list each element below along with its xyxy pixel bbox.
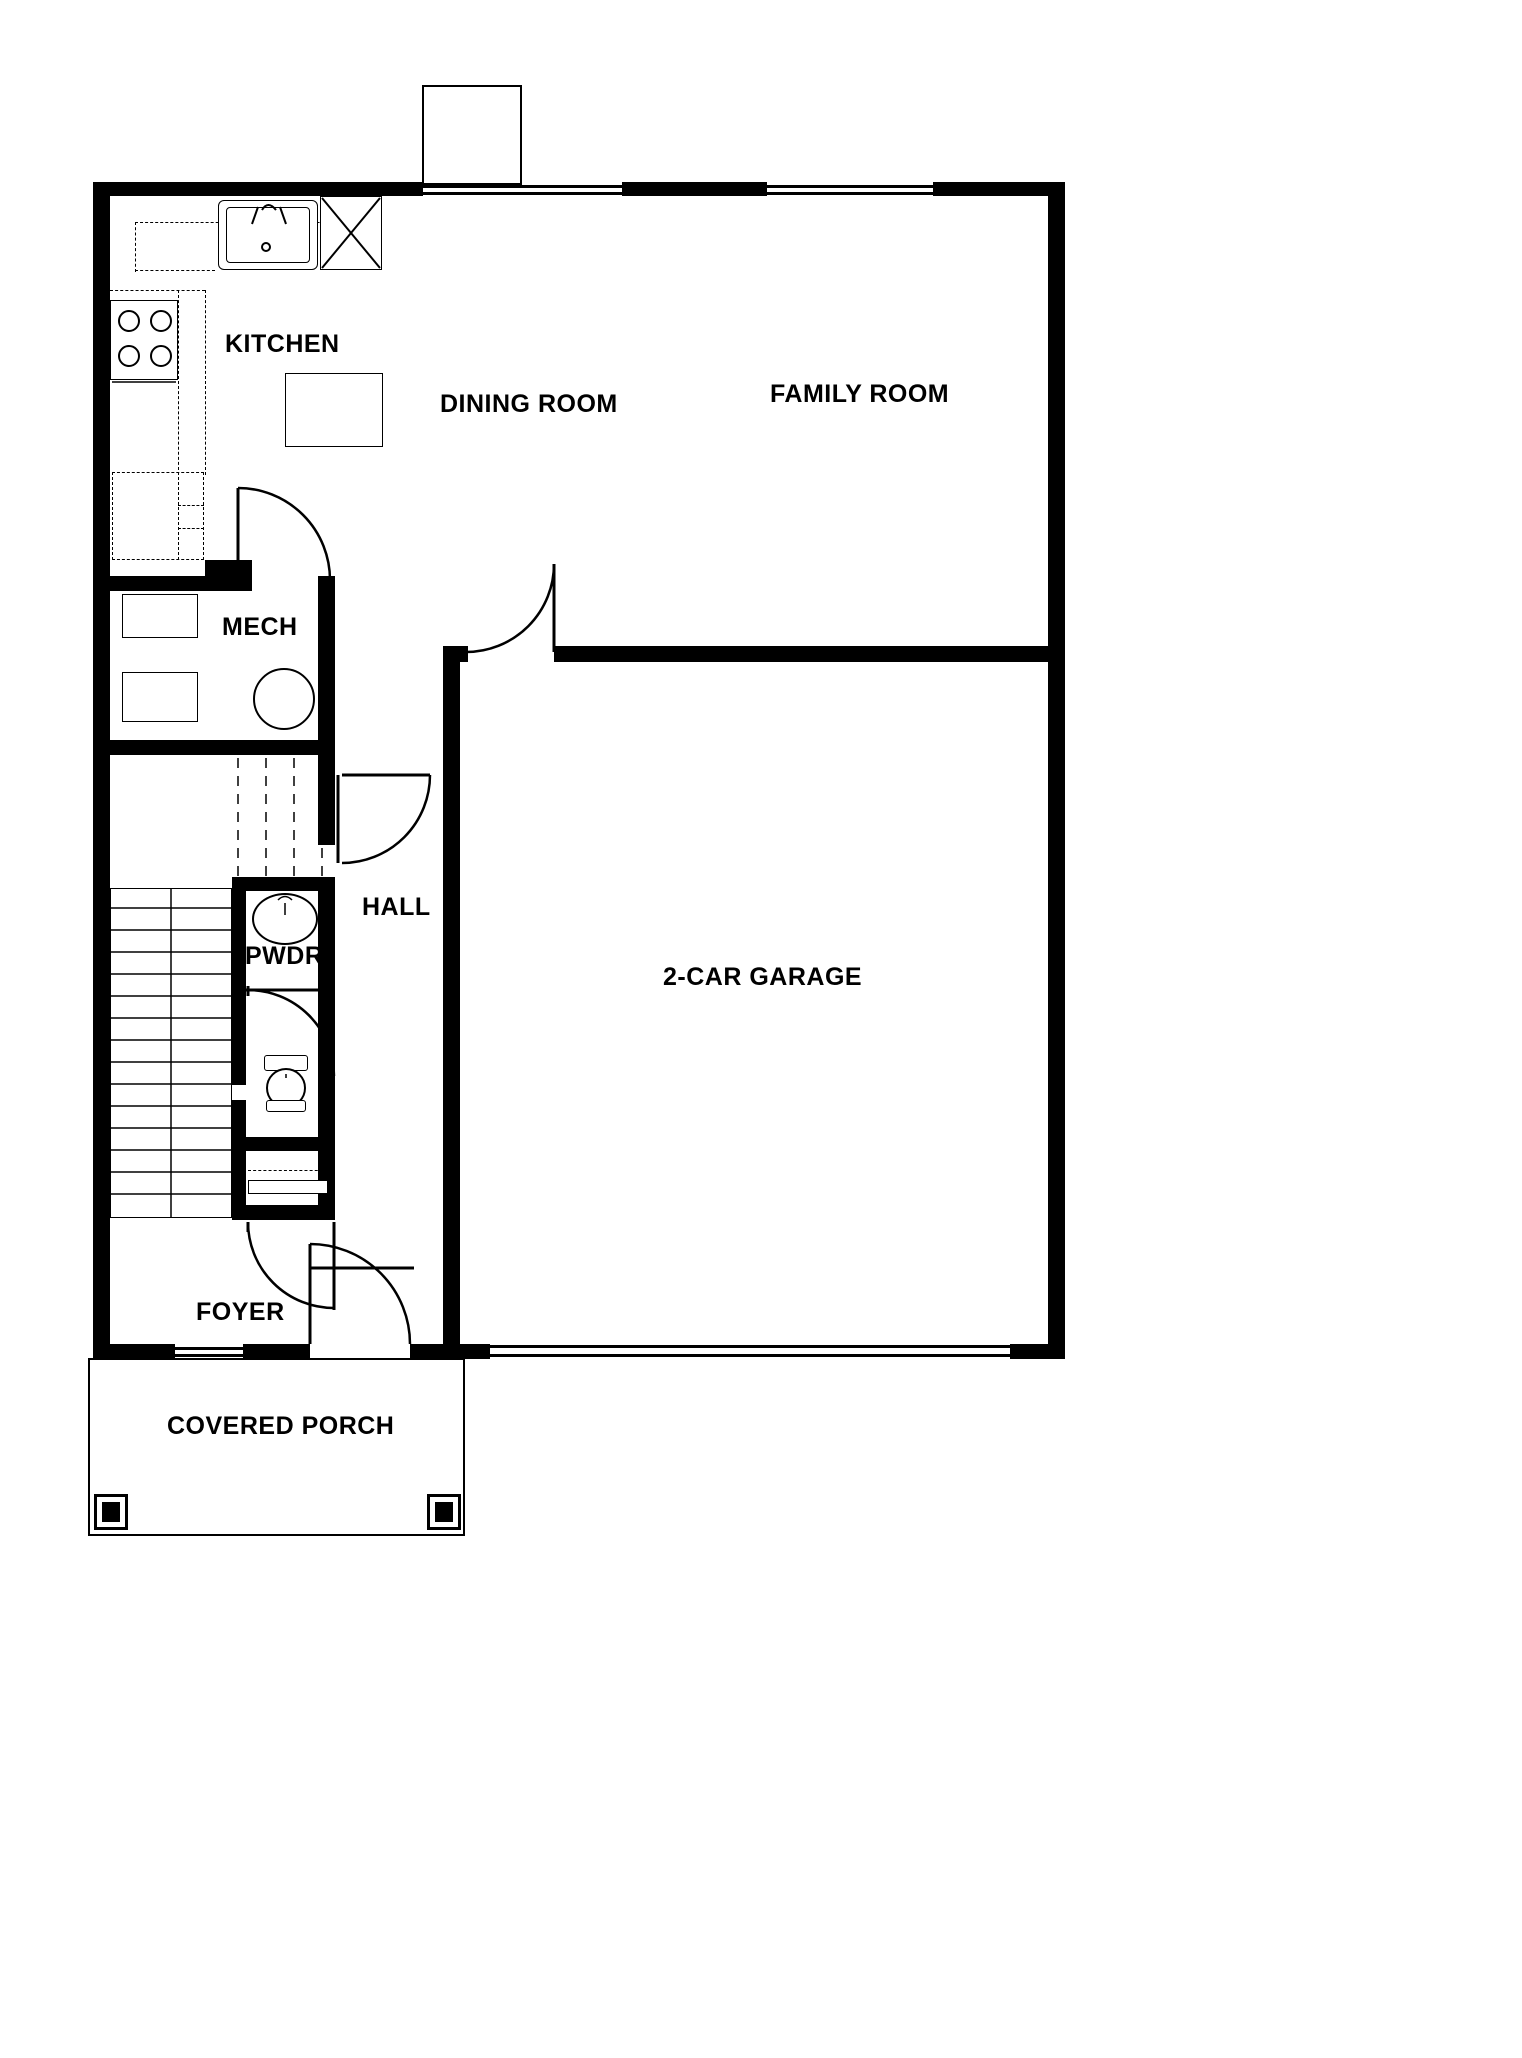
covered-porch-outline (88, 1358, 465, 1536)
room-label-mech: MECH (222, 613, 298, 641)
burner-3 (118, 345, 140, 367)
window-top-dining (423, 185, 623, 188)
wall-mech-bottom (110, 740, 335, 755)
wall-exterior-top-right-2 (933, 182, 1065, 196)
room-label-kitchen: KITCHEN (225, 330, 340, 358)
wall-closet-right (232, 1151, 246, 1220)
kitchen-dishwasher (320, 196, 382, 270)
kitchen-counter-dash-seg (110, 290, 205, 291)
porch-post-left-fill (102, 1502, 120, 1522)
kitchen-sink-basin (226, 207, 310, 263)
wall-garage-top (554, 646, 1065, 662)
toilet-base (266, 1100, 306, 1112)
room-label-garage: 2-CAR GARAGE (663, 963, 863, 991)
bumpout-projection (422, 85, 522, 185)
wall-pwdr-right-lower (318, 1040, 335, 1140)
room-label-foyer: FOYER (196, 1298, 285, 1326)
closet-rod (248, 1180, 328, 1194)
burner-2 (150, 310, 172, 332)
window-front-foyer-2 (175, 1354, 243, 1357)
kitchen-counter-dash-bottom (135, 270, 215, 271)
room-label-covered-porch: COVERED PORCH (167, 1412, 395, 1440)
kitchen-refrigerator (112, 472, 204, 560)
dining-table (285, 373, 383, 447)
kitchen-counter-dash-left-run2 (205, 290, 206, 475)
wall-exterior-left (93, 182, 110, 1358)
wall-kitchen-stub (205, 560, 252, 576)
wall-mech-top-jamb (230, 576, 252, 591)
room-label-hall: HALL (362, 893, 431, 921)
wall-pwdr-bottom-2 (232, 1205, 335, 1220)
kitchen-counter-dash-left-run (178, 290, 179, 475)
burner-1 (118, 310, 140, 332)
closet-shelf (248, 1170, 328, 1171)
wall-exterior-right (1048, 182, 1065, 1358)
window-top-family (766, 185, 934, 188)
mech-equipment-2 (122, 672, 198, 722)
room-label-family-room: FAMILY ROOM (770, 380, 950, 408)
window-top-dining-2 (423, 192, 623, 195)
wall-pwdr-left (232, 877, 246, 1085)
window-front-foyer (175, 1347, 243, 1350)
window-top-family-2 (766, 192, 934, 195)
wall-exterior-bottom-right (1010, 1344, 1065, 1359)
wall-garage-vertical (443, 646, 460, 1358)
garage-door-opening (490, 1345, 1010, 1348)
kitchen-refrigerator-shelf (178, 505, 204, 506)
kitchen-counter-dash-left (135, 222, 136, 272)
wall-garage-top-door-jamb (443, 646, 468, 662)
burner-4 (150, 345, 172, 367)
mech-equipment-1 (122, 594, 198, 638)
stair-run (110, 888, 232, 1218)
kitchen-refrigerator-divider (178, 472, 179, 560)
pwdr-sink (252, 893, 318, 945)
wall-exterior-top-right (622, 182, 767, 196)
wall-hall-right (318, 755, 335, 845)
wall-exterior-bottom-left-2 (243, 1344, 310, 1359)
porch-post-right-fill (435, 1502, 453, 1522)
wall-exterior-top-left (93, 182, 423, 196)
garage-door-opening-2 (490, 1354, 1010, 1357)
wall-mech-right (318, 576, 335, 754)
kitchen-refrigerator-shelf2 (178, 528, 204, 529)
room-label-dining-room: DINING ROOM (440, 390, 618, 418)
wall-pwdr-top (232, 877, 335, 891)
mech-water-heater (253, 668, 315, 730)
room-label-pwdr: PWDR (245, 942, 324, 970)
wall-exterior-bottom-left (93, 1344, 175, 1359)
wall-mech-top (110, 576, 235, 591)
